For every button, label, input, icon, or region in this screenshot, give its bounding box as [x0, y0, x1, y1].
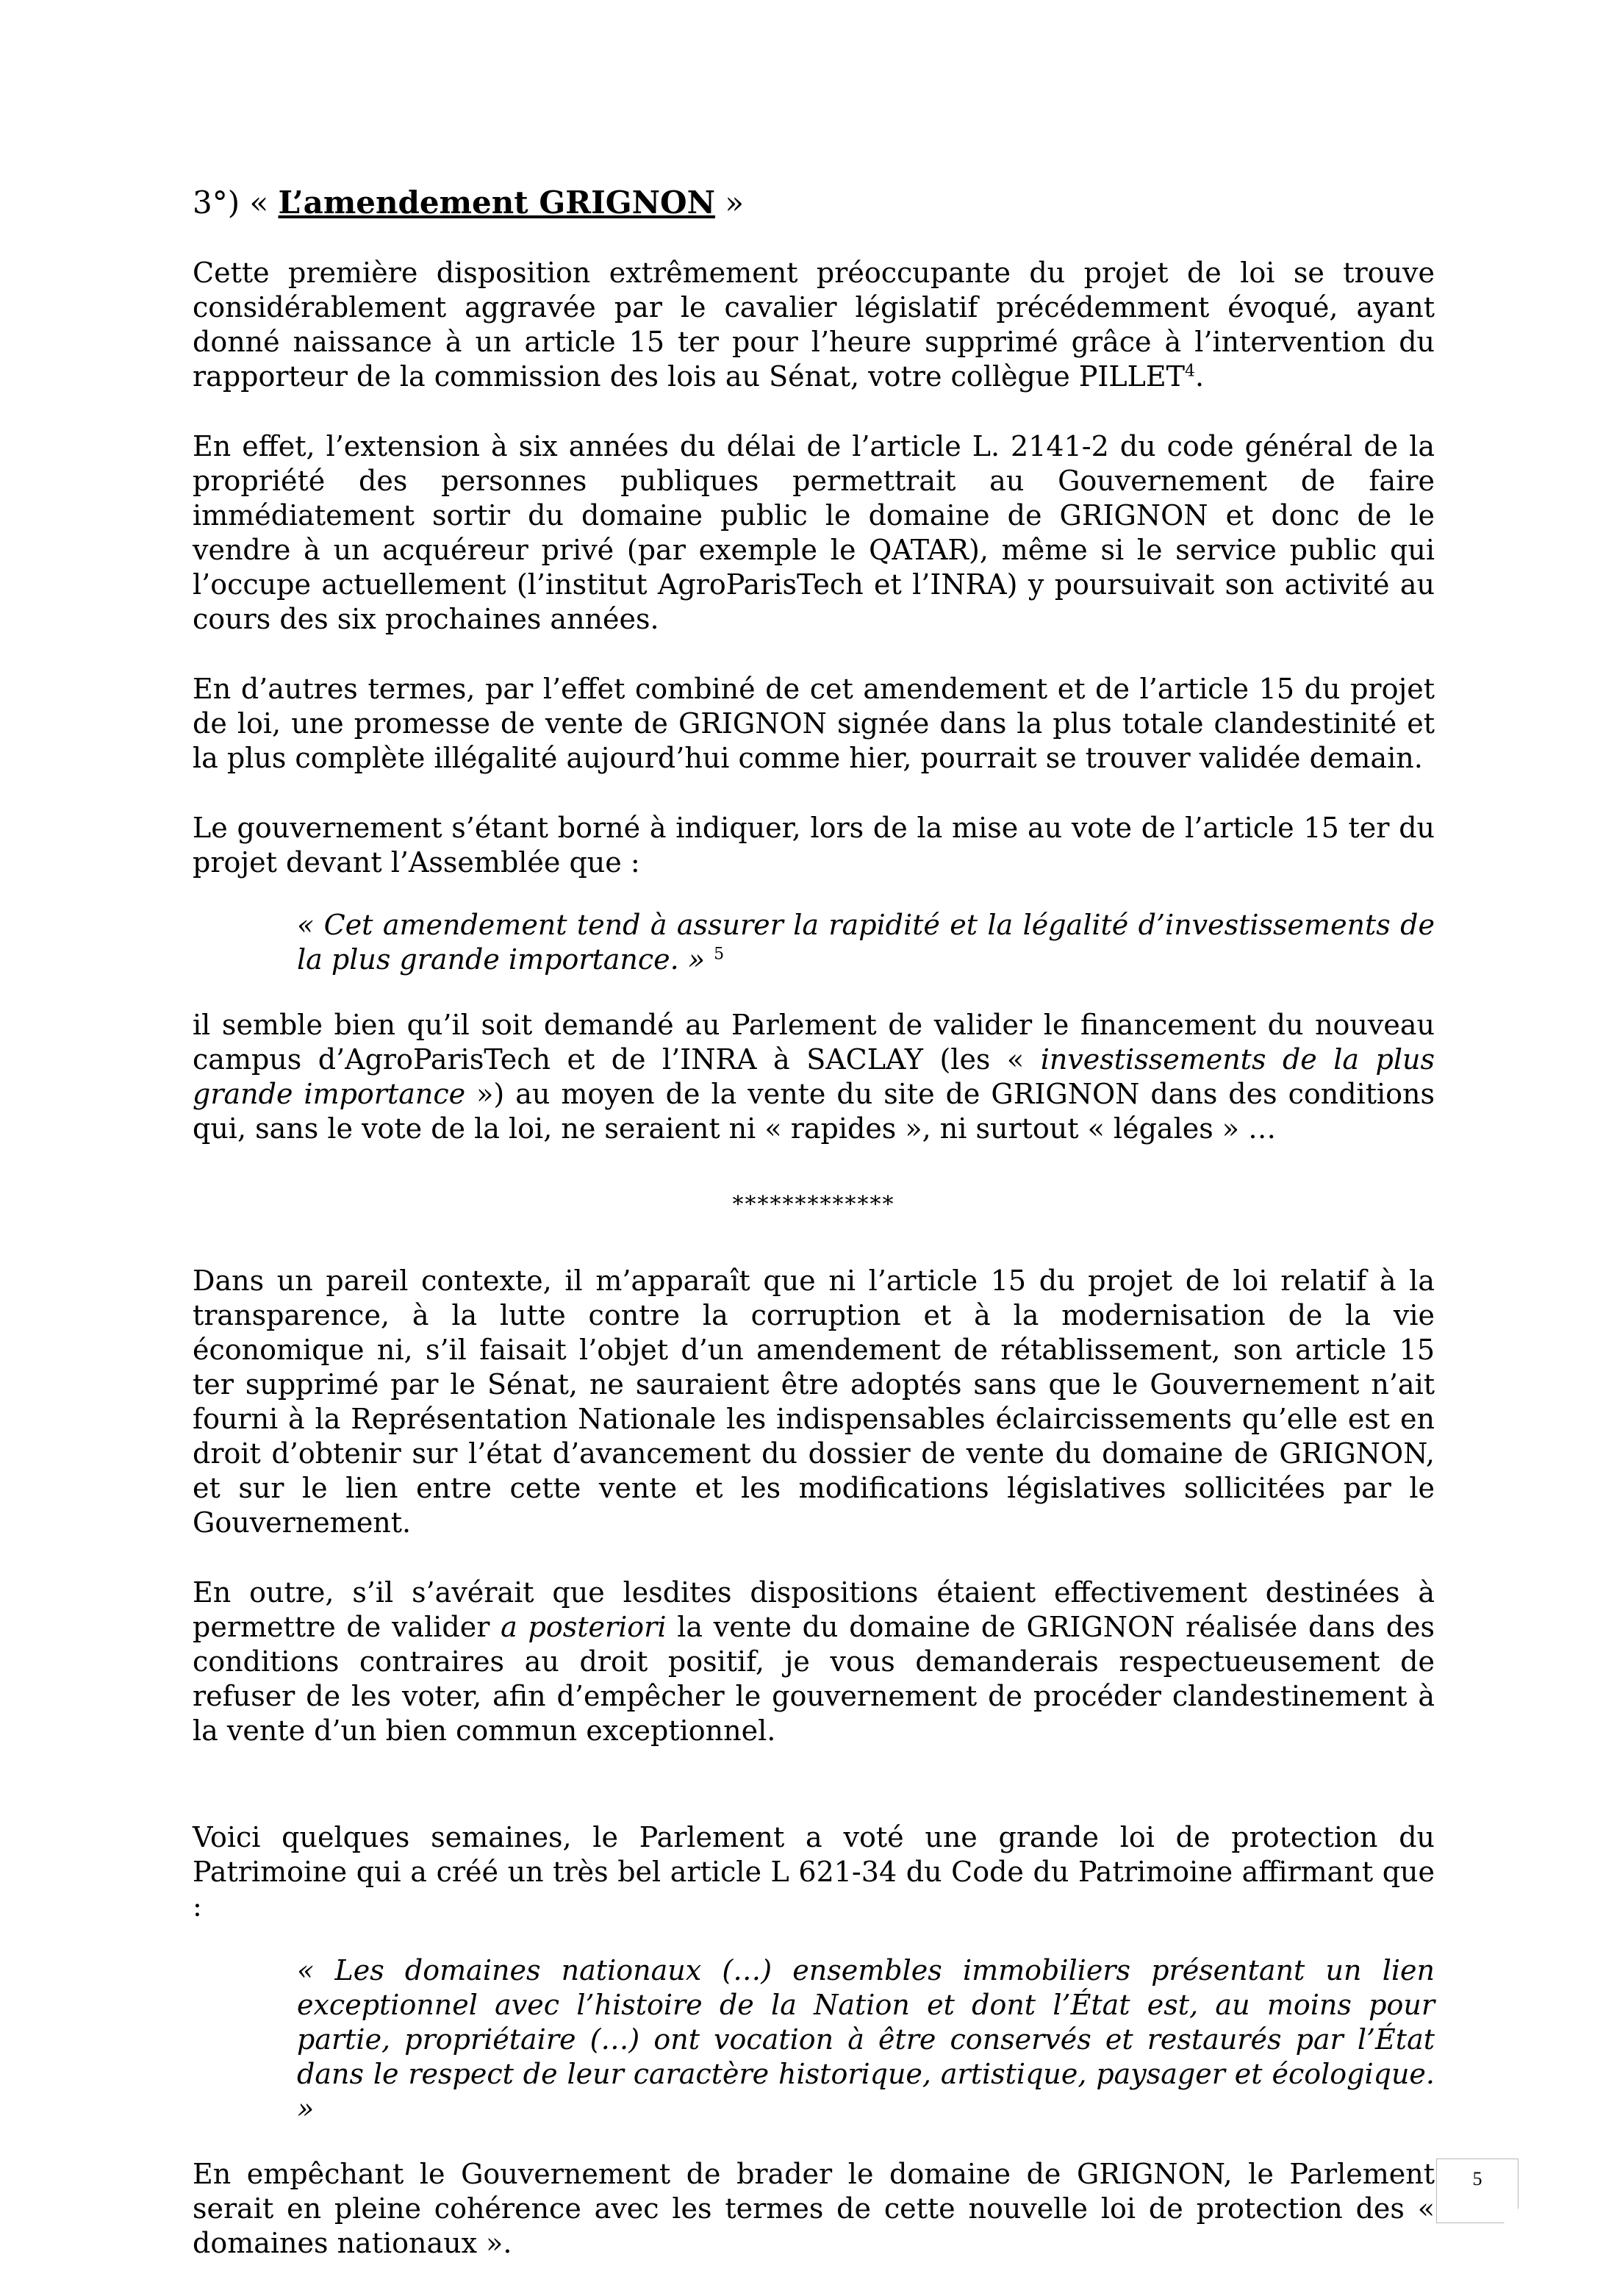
paragraph-7-text-a: En outre, s’il s’avérait que lesdites dispositions étaient effectivement destinées à permettre de valider: [193, 1576, 1435, 1643]
paragraph-5: [193, 1008, 1435, 1146]
quote-2: « Les domaines nationaux (…) ensembles immobiliers présentant un lien exceptionnel avec l’histoire de la Nation et dont l’État est, au moins pour partie, propriétaire (…) ont vocation à être conservés et restaurés par l’État dans le respect de leur caractère historique, artistique, paysager et écologique. »: [297, 1954, 1435, 2125]
section-heading: [193, 184, 1435, 222]
quote-1: [297, 908, 1435, 977]
paragraph-7: [193, 1576, 1435, 1748]
paragraph-5-text-b: ») au moyen de la vente du site de GRIGNON dans des conditions qui, sans le vote de la loi, ne seraient ni « rapides », ni surtout « légales » …: [193, 1078, 1435, 1145]
footnote-ref-4: 4: [1184, 362, 1195, 381]
section-separator: *************: [732, 1192, 895, 1217]
paragraph-9: En empêchant le Gouvernement de brader le domaine de GRIGNON, le Parlement serait en pleine cohérence avec les termes de cette nouvelle loi de protection des « domaines nationaux ».: [193, 2158, 1435, 2259]
paragraph-2: En effet, l’extension à six années du délai de l’article L. 2141-2 du code général de la propriété des personnes publiques permettrait au Gouvernement de faire immédiatement sortir du domaine public le domaine de GRIGNON et donc de le vendre à un acquéreur privé (par exemple le QATAR), même si le service public qui l’occupe actuellement (l’institut AgroParisTech et l’INRA) y poursuivait son activité au cours des six prochaines années.: [193, 430, 1435, 635]
paragraph-4: Le gouvernement s’étant borné à indiquer, lors de la mise au vote de l’article 15 ter du projet devant l’Assemblée que :: [193, 812, 1435, 879]
quote-1-text: « Cet amendement tend à assurer la rapidité et la légalité d’investissements de la plus grande importance. »: [297, 909, 1435, 976]
page-content: [193, 184, 1435, 2296]
paragraph-7-italic: a posteriori: [501, 1611, 667, 1643]
heading-prefix: 3°) «: [193, 185, 279, 221]
heading-suffix: »: [714, 185, 745, 221]
spacer: [193, 1784, 1435, 1820]
paragraph-6: Dans un pareil contexte, il m’apparaît que ni l’article 15 du projet de loi relatif à la transparence, à la lutte contre la corruption et à la modernisation de la vie économique ni, s’il faisait l’objet d’un amendement de rétablissement, son article 15 ter supprimé par le Sénat, ne sauraient être adoptés sans que le Gouvernement n’ait fourni à la Représentation Nationale les indispensables éclaircissements qu’elle est en droit d’obtenir sur l’état d’avancement du dossier de vente du domaine de GRIGNON, et sur le lien entre cette vente et les modifications législatives sollicitées par le Gouvernement.: [193, 1265, 1435, 1539]
paragraph-5-italic: investissements de la plus grande importance: [193, 1043, 1435, 1110]
paragraph-1: Cette première disposition extrêmement préoccupante du projet de loi se trouve considérablement aggravée par le cavalier législatif précédemment évoqué, ayant donné naissance à un article 15 ter pour l’heure supprimé grâce à l’intervention du rapporteur de la commission des lois au Sénat, votre collègue PILLET$^4$.: [193, 257, 1435, 393]
paragraph-5-text-a: il semble bien qu’il soit demandé au Parlement de valider le financement du nouveau campus d’AgroParisTech et de l’INRA à SACLAY (les «: [193, 1009, 1435, 1076]
paragraph-1-text: Cette première disposition extrêmement préoccupante du projet de loi se trouve considérablement aggravée par le cavalier législatif précédemment évoqué, ayant donné naissance à un article 15 ter pour l’heure supprimé grâce à l’intervention du rapporteur de la commission des lois au Sénat, votre collègue PILLET: [193, 257, 1435, 393]
paragraph-3: En d’autres termes, par l’effet combiné de cet amendement et de l’article 15 du projet de loi, une promesse de vente de GRIGNON signée dans la plus totale clandestinité et la plus complète illégalité aujourd’hui comme hier, pourrait se trouver validée demain.: [193, 673, 1435, 774]
heading-title: L’amendement GRIGNON: [278, 185, 715, 221]
paragraph-7-text-b: la vente du domaine de GRIGNON réalisée dans des conditions contraires au droit positif, je vous demanderais respectueusement de refuser de les voter, afin d’empêcher le gouvernement de procéder clandestinement à la vente d’un bien commun exceptionnel.: [193, 1611, 1435, 1747]
page-number: 5: [1436, 2159, 1519, 2223]
paragraph-8: Voici quelques semaines, le Parlement a voté une grande loi de protection du Patrimoine qui a créé un très bel article L 621-34 du Code du Patrimoine affirmant que :: [193, 1821, 1435, 1923]
footnote-ref-5: 5: [714, 945, 725, 964]
